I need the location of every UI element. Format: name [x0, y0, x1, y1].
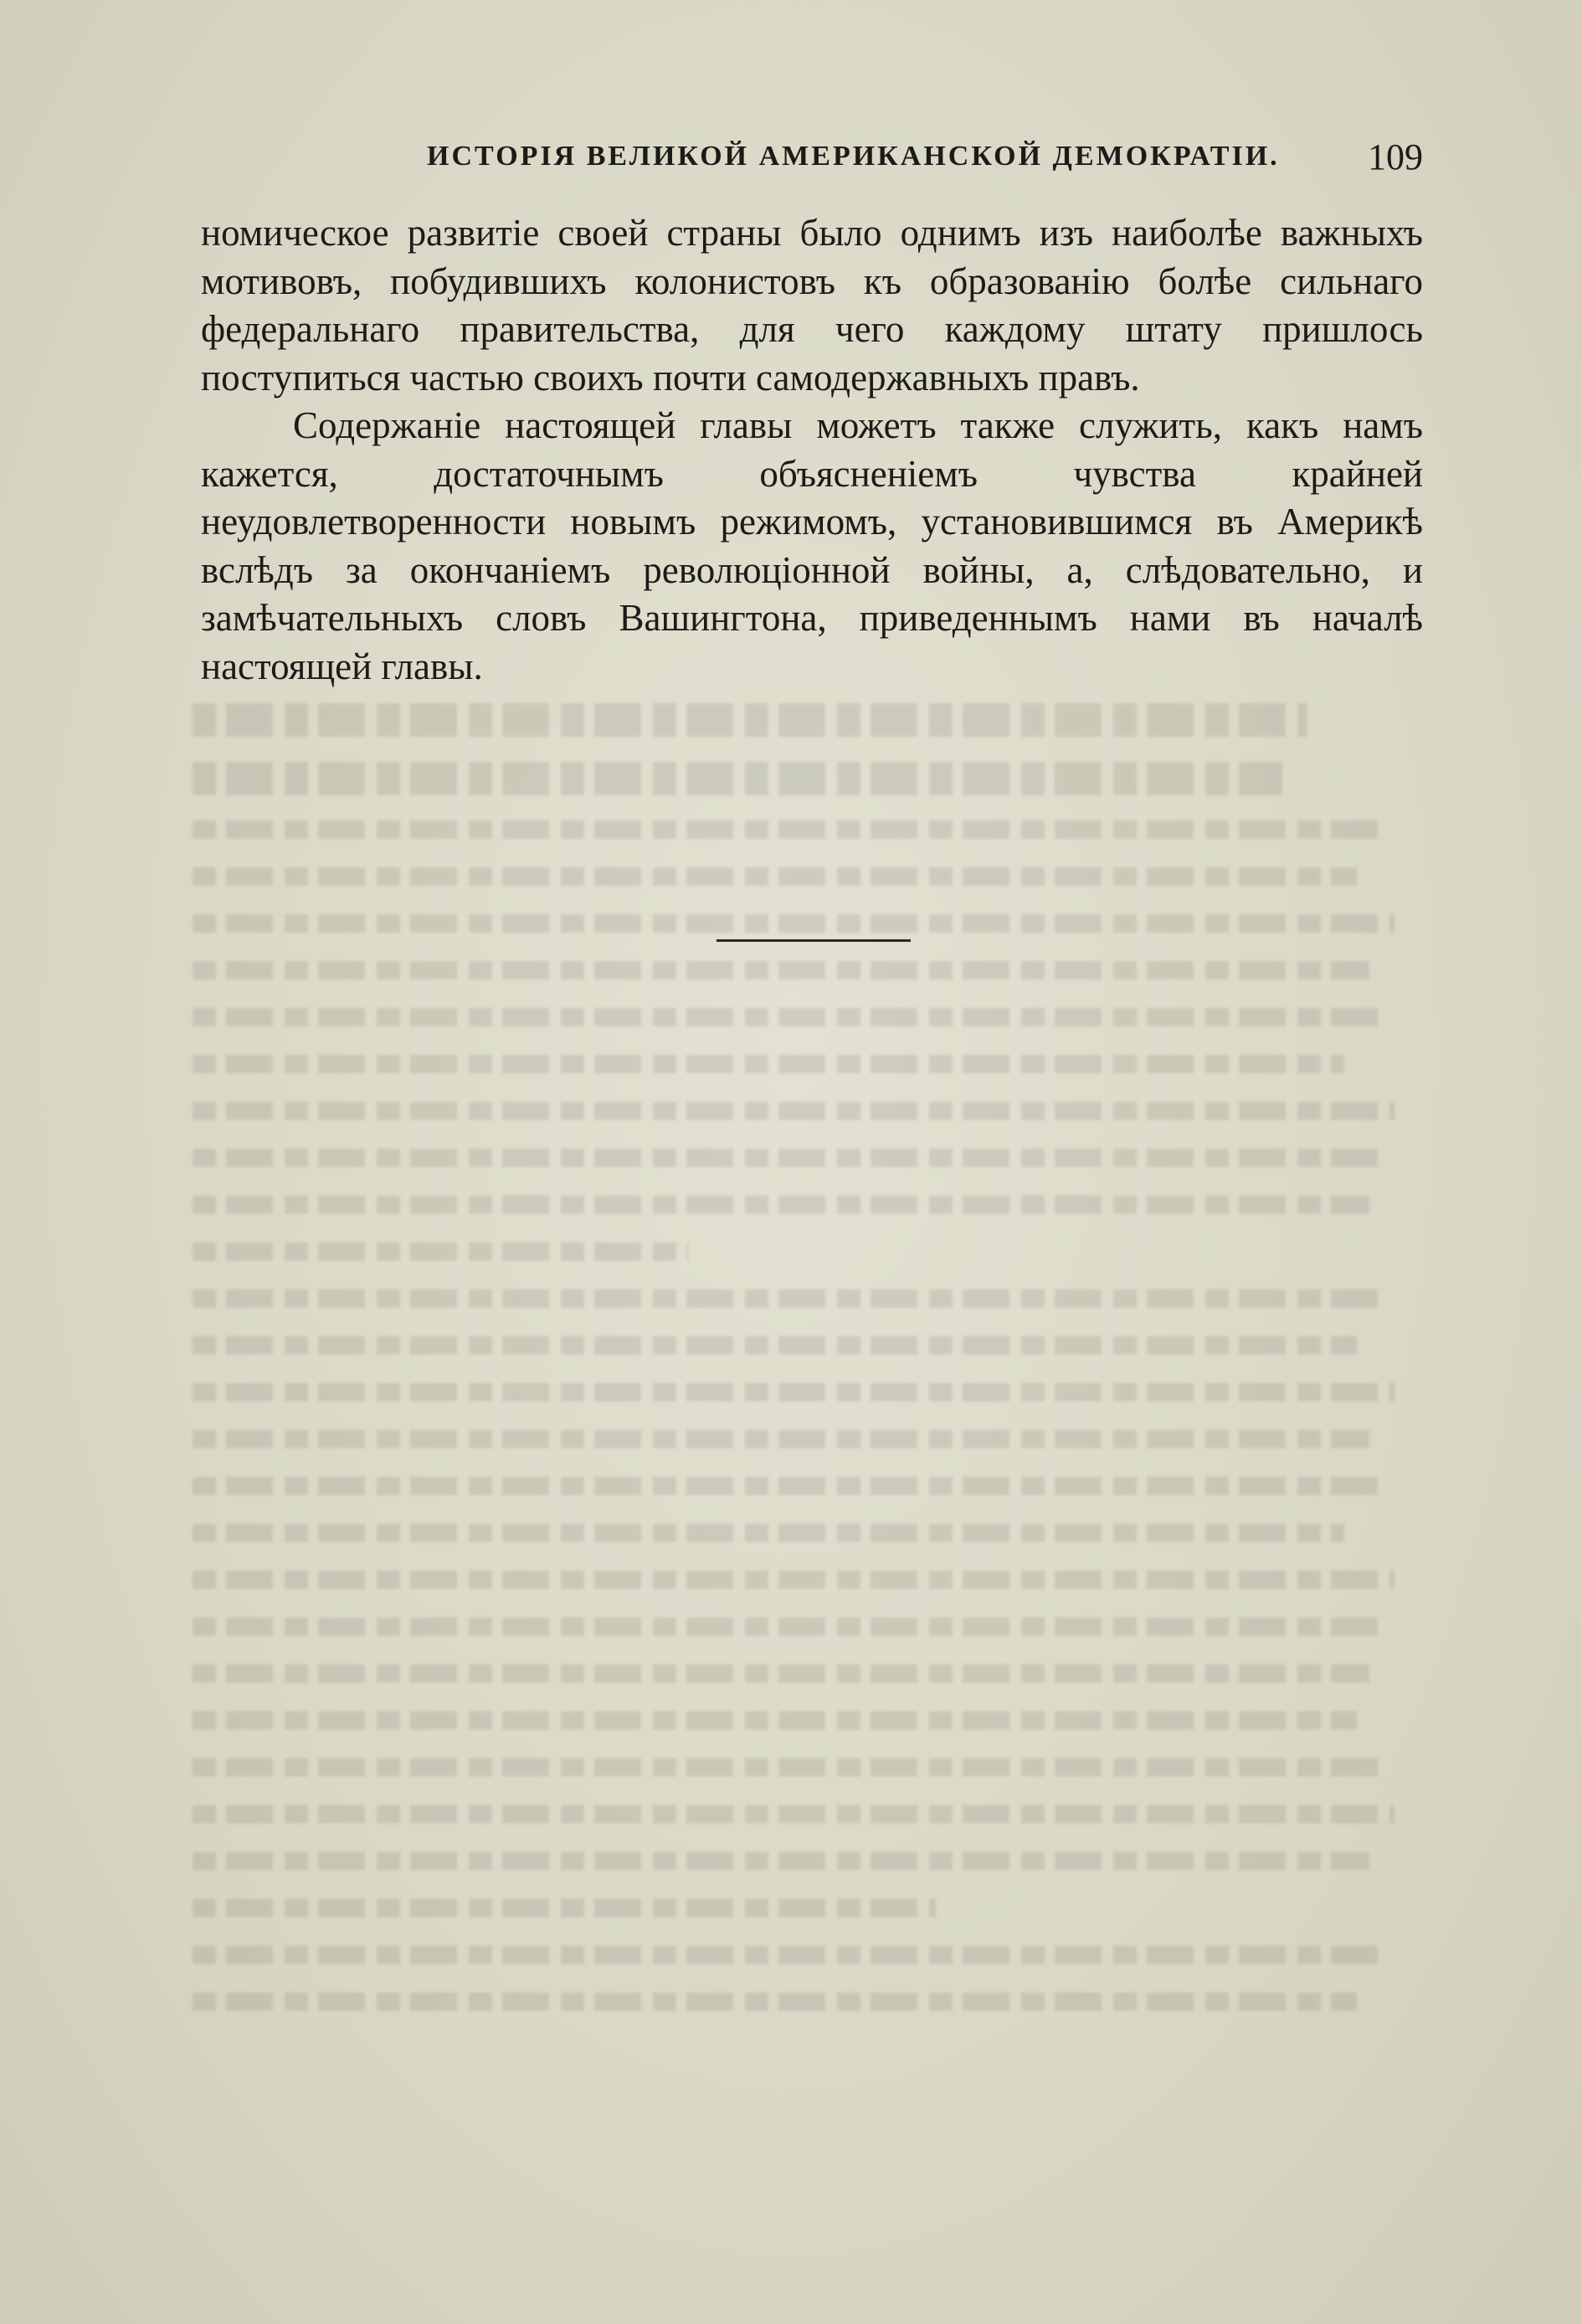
- running-title: ИСТОРІЯ ВЕЛИКОЙ АМЕРИКАНСКОЙ ДЕМОКРАТІИ.: [427, 141, 1280, 172]
- section-end-rule: [717, 939, 911, 942]
- body-text: [201, 209, 1423, 691]
- running-head: [201, 136, 1423, 186]
- page-number: 109: [1368, 136, 1423, 177]
- bleed-through-texture: [193, 703, 1431, 2177]
- paragraph-1: номическое развитіе своей страны было однимъ изъ наиболѣе важныхъ мотивовъ, побудившихъ колонистовъ къ образованію болѣе сильнаго федеральнаго правительства, для чего каждому штату пришлось поступиться частью своихъ почти самодержавныхъ правъ.: [201, 212, 1423, 398]
- paragraph-2: Содержаніе настоящей главы можетъ также служить, какъ намъ кажется, достаточнымъ объясненіемъ чувства крайней неудовлетворенности новымъ режимомъ, установившимся въ Америкѣ вслѣдъ за окончаніемъ революціонной войны, а, слѣдовательно, и замѣчательныхъ словъ Вашингтона, приведеннымъ нами въ началѣ настоящей главы.: [201, 404, 1423, 687]
